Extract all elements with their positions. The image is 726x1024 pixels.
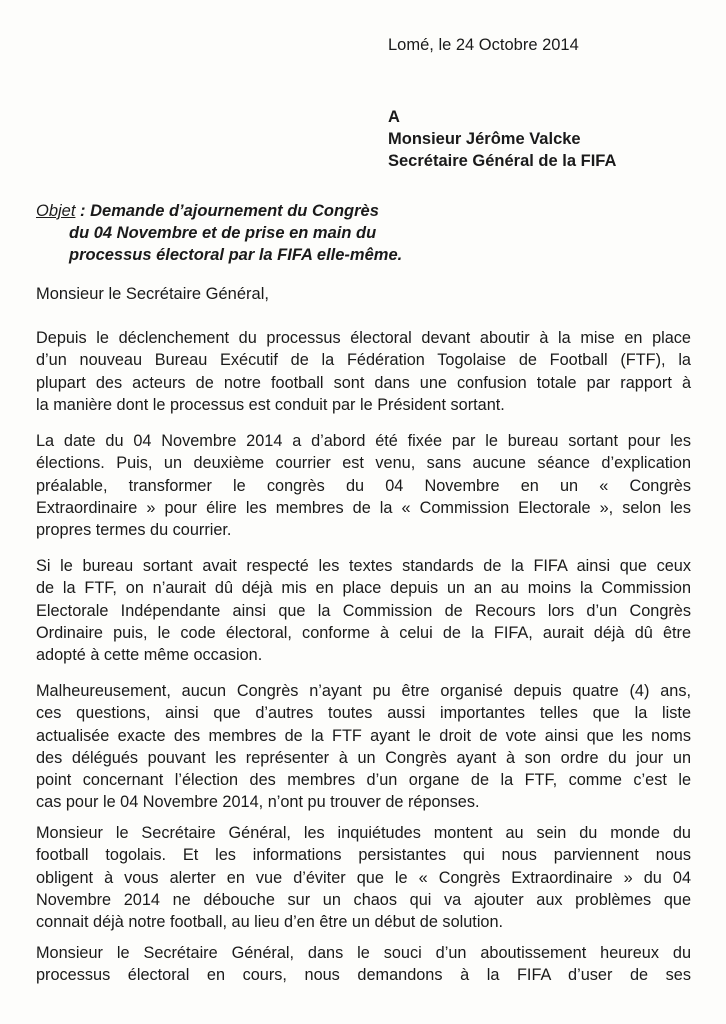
text-line: connait déjà notre football, au lieu d’en être un début de solution. <box>36 913 504 932</box>
paragraph-1 <box>36 327 691 416</box>
text-line: Electorale Indépendante ainsi que la Commission de Recours lors d’un Congrès <box>36 601 691 620</box>
text-line: Depuis le déclenchement du processus électoral devant aboutir à la mise en place <box>36 329 691 347</box>
salutation: Monsieur le Secrétaire Général, <box>36 285 269 303</box>
recipient-prefix: A <box>388 108 400 126</box>
text-line: d’un nouveau Bureau Exécutif de la Fédération Togolaise de Football (FTF), la <box>36 351 691 370</box>
text-line: actualisée exacte des membres de la FTF ayant le droit de vote ainsi que les noms <box>36 726 691 745</box>
text-line: des délégués pouvant les représenter à un Congrès ayant à son ordre du jour un <box>36 748 691 767</box>
text-line: Malheureusement, aucun Congrès n’ayant pu être organisé depuis quatre (4) ans, <box>36 682 691 700</box>
paragraph-4 <box>36 680 691 814</box>
text-line: Ordinaire puis, le code électoral, conforme à celui de la FIFA, aurait déjà dû être <box>36 623 691 642</box>
text-line: de la FTF, on n’aurait dû déjà mis en place depuis un an au moins la Commission <box>36 579 691 598</box>
text-line: propres termes du courrier. <box>36 521 232 540</box>
subject-line: du 04 Novembre et de prise en main du <box>69 224 377 242</box>
text-line: processus électoral en cours, nous demandons à la FIFA d’user de ses <box>36 966 691 985</box>
text-line: football togolais. Et les informations persistantes qui nous parviennent nous <box>36 846 691 865</box>
text-line: plupart des acteurs de notre football sont dans une confusion totale par rapport à <box>36 373 691 392</box>
text-line: cas pour le 04 Novembre 2014, n’ont pu trouver de réponses. <box>36 793 480 812</box>
paragraph-2 <box>36 430 691 541</box>
text-line: obligent à vous alerter en vue d’éviter que le « Congrès Extraordinaire » du 04 <box>36 868 691 887</box>
subject-separator: : <box>75 202 91 220</box>
text-line: Si le bureau sortant avait respecté les textes standards de la FIFA ainsi que ceux <box>36 557 691 575</box>
paragraph-3 <box>36 555 691 666</box>
subject-line: Demande d’ajournement du Congrès <box>90 202 379 220</box>
text-line: point concernant l’élection des membres d’un organe de la FTF, comme c’est le <box>36 771 691 790</box>
letter-date: Lomé, le 24 Octobre 2014 <box>388 36 579 54</box>
paragraph-6 <box>36 942 691 987</box>
text-line: élections. Puis, un deuxième courrier est venu, sans aucune séance d’explication <box>36 454 691 473</box>
text-line: adopté à cette même occasion. <box>36 646 263 665</box>
recipient-title: Secrétaire Général de la FIFA <box>388 152 617 170</box>
subject-block <box>36 200 402 266</box>
subject-label: Objet <box>36 202 76 220</box>
text-line: Novembre 2014 ne débouche sur un chaos qui va ajouter aux problèmes que <box>36 890 691 909</box>
subject-line: processus électoral par la FIFA elle-même. <box>69 246 403 264</box>
recipient-block <box>388 106 616 172</box>
text-line: La date du 04 Novembre 2014 a d’abord été fixée par le bureau sortant pour les <box>36 432 691 450</box>
paragraph-5 <box>36 822 691 933</box>
text-line: préalable, transformer le congrès du 04 Novembre en un « Congrès <box>36 476 691 495</box>
text-line: Monsieur le Secrétaire Général, dans le souci d’un aboutissement heureux du <box>36 944 691 962</box>
text-line: Monsieur le Secrétaire Général, les inquiétudes montent au sein du monde du <box>36 824 691 842</box>
text-line: ces questions, ainsi que d’autres toutes aussi importantes telles que la liste <box>36 704 691 723</box>
recipient-name: Monsieur Jérôme Valcke <box>388 130 581 148</box>
text-line: Extraordinaire » pour élire les membres de la « Commission Electorale », selon les <box>36 498 691 517</box>
text-line: la manière dont le processus est conduit par le Président sortant. <box>36 395 505 414</box>
